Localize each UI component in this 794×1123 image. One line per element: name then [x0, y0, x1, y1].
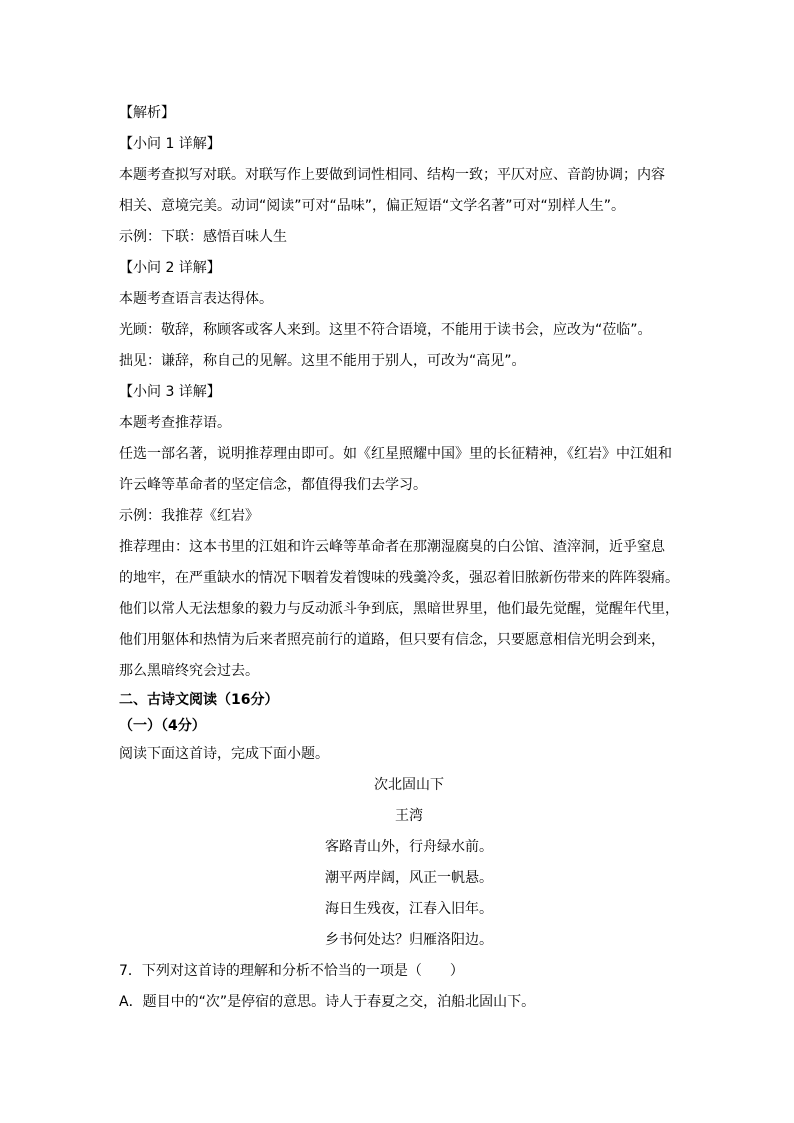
q3-line-1: 本题考查推荐语。 — [119, 415, 231, 431]
poem-title: 次北固山下 — [374, 777, 444, 793]
q3-line-9: 那么黑暗终究会过去。 — [119, 663, 259, 679]
q3-line-6: 的地牢，在严重缺水的情况下咽着发着馊味的残羹冷炙，强忍着旧脓新伤带来的阵阵裂痛。 — [119, 570, 679, 586]
q3-line-8: 他们用躯体和热情为后来者照亮前行的道路，但只要有信念，只要愿意相信光明会到来， — [119, 632, 665, 648]
analysis-label: 【解析】 — [119, 105, 175, 121]
q3-label: 【小问 3 详解】 — [119, 384, 221, 400]
poem-line-2: 潮平两岸阔，风正一帆悬。 — [325, 870, 493, 886]
q2-line-1: 本题考查语言表达得体。 — [119, 291, 273, 307]
q1-line-1: 本题考查拟写对联。对联写作上要做到词性相同、结构一致；平仄对应、音韵协调；内容 — [119, 167, 665, 183]
q2-line-3: 拙见：谦辞，称自己的见解。这里不能用于别人，可改为“高见”。 — [119, 353, 526, 369]
q3-line-2: 任选一部名著，说明推荐理由即可。如《红星照耀中国》里的长征精神，《红岩》中江姐和 — [119, 446, 672, 462]
q1-line-3: 示例：下联：感悟百味人生 — [119, 229, 287, 245]
sub-section-title: （一）（4分） — [119, 718, 206, 734]
q3-line-3: 许云峰等革命者的坚定信念，都值得我们去学习。 — [119, 477, 427, 493]
q3-line-5: 推荐理由：这本书里的江姐和许云峰等革命者在那潮湿腐臭的白公馆、渣滓洞，近乎窒息 — [119, 539, 665, 555]
document-page — [119, 98, 679, 1018]
poem — [119, 770, 679, 956]
q1-label: 【小问 1 详解】 — [119, 136, 221, 152]
poem-line-4: 乡书何处达？归雁洛阳边。 — [325, 932, 493, 948]
reading-instruction: 阅读下面这首诗，完成下面小题。 — [119, 746, 329, 762]
section-title: 二、古诗文阅读（16分） — [119, 692, 279, 708]
q3-line-7: 他们以常人无法想象的毅力与反动派斗争到底，黑暗世界里，他们最先觉醒，觉醒年代里， — [119, 601, 679, 617]
poem-line-1: 客路青山外，行舟绿水前。 — [325, 839, 493, 855]
q3-line-4: 示例：我推荐《红岩》 — [119, 508, 259, 524]
q1-line-2: 相关、意境完美。动词“阅读”可对“品味”，偏正短语“文学名著”可对“别样人生”。 — [119, 198, 626, 214]
question-7-stem: 7．下列对这首诗的理解和分析不恰当的一项是（ ） — [119, 963, 464, 979]
poem-author: 王湾 — [395, 808, 423, 824]
q2-line-2: 光顾：敬辞，称顾客或客人来到。这里不符合语境，不能用于读书会，应改为“莅临”。 — [119, 322, 652, 338]
question-7-option-a: A．题目中的“次”是停宿的意思。诗人于春夏之交，泊船北固山下。 — [119, 994, 536, 1010]
poem-line-3: 海日生残夜，江春入旧年。 — [325, 901, 493, 917]
q2-label: 【小问 2 详解】 — [119, 260, 221, 276]
